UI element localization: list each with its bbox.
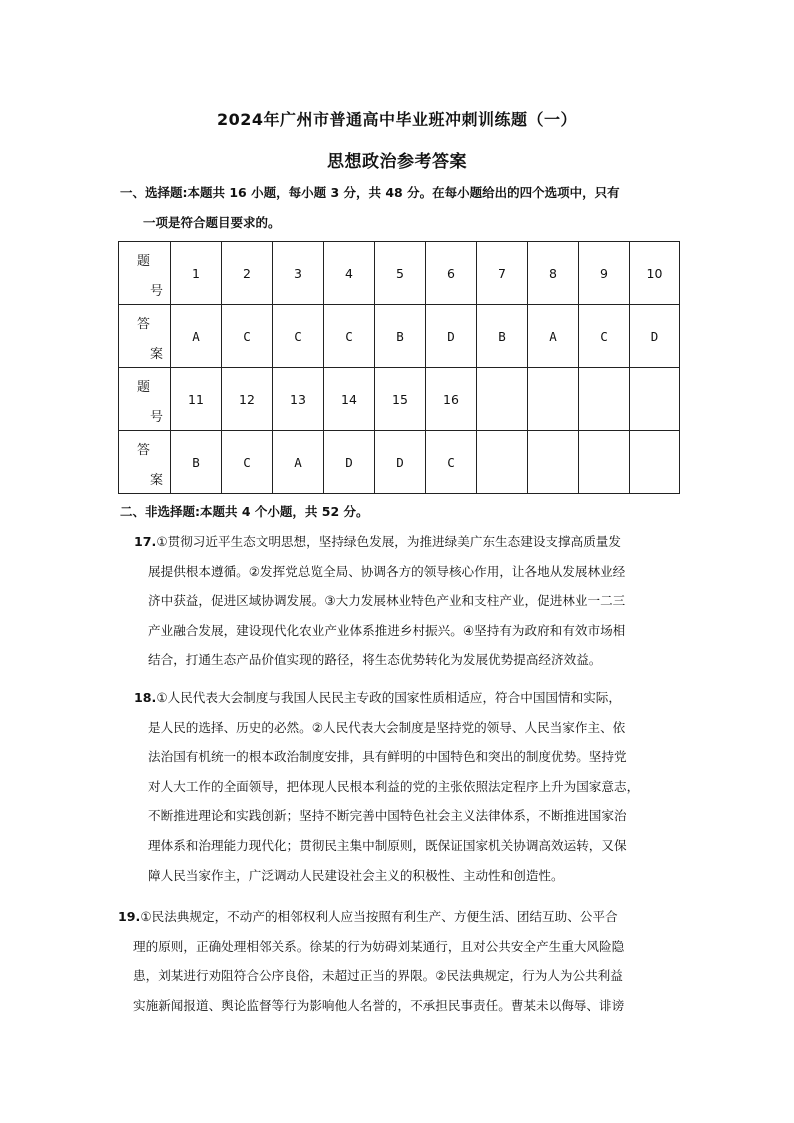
answer-line: 理体系和治理能力现代化；贯彻民主集中制原则，既保证国家机关协调高效运转，又保	[148, 837, 627, 853]
answer-text: ①贯彻习近平生态文明思想，坚持绿色发展，为推进绿美广东生态建设支撑高质量发	[156, 534, 621, 549]
question-number-cell: 11	[171, 368, 222, 431]
answer-line: 患，刘某进行劝阻符合公序良俗，未超过正当的界限。②民法典规定，行为人为公共利益	[133, 968, 623, 984]
document-title: 2024年广州市普通高中毕业班冲刺训练题（一）	[216, 110, 578, 129]
question-number-cell: 4	[324, 242, 375, 305]
section-2-heading: 二、非选择题:本题共 4 个小题，共 52 分。	[120, 504, 369, 519]
answer-line	[134, 683, 686, 713]
answer-cell: C	[579, 305, 630, 368]
answer-line: 理的原则，正确处理相邻关系。徐某的行为妨碍刘某通行，且对公共安全产生重大风险隐	[133, 938, 625, 954]
header-char-1: 答	[137, 317, 151, 332]
question-19-answer	[118, 902, 686, 1020]
answer-line: 产业融合发展，建设现代化农业产业体系推进乡村振兴。④坚持有为政府和有效市场相	[148, 622, 626, 638]
answer-line: 对人大工作的全面领导，把体现人民根本利益的党的主张依照法定程序上升为国家意志，	[148, 778, 640, 794]
answer-cell: C	[222, 305, 273, 368]
question-number-cell: 12	[222, 368, 273, 431]
empty-cell	[630, 431, 680, 494]
question-18-answer	[134, 683, 686, 890]
question-number: 18.	[134, 690, 157, 705]
header-char-2: 号	[150, 284, 164, 299]
header-char-2: 案	[150, 473, 164, 488]
section-1-heading	[120, 178, 690, 238]
question-number-header	[119, 368, 171, 431]
answer-cell: A	[171, 305, 222, 368]
answer-cell: B	[477, 305, 528, 368]
question-number-cell: 1	[171, 242, 222, 305]
answer-row-1	[119, 305, 680, 368]
answer-cell: B	[375, 305, 426, 368]
section-1-heading-line-2: 一项是符合题目要求的。	[143, 215, 281, 230]
question-number-cell: 14	[324, 368, 375, 431]
answer-header	[119, 305, 171, 368]
answer-cell: C	[222, 431, 273, 494]
answer-text: ①人民代表大会制度与我国人民民主专政的国家性质相适应，符合中国国情和实际，	[156, 690, 621, 705]
header-char-2: 案	[150, 347, 164, 362]
header-char-1: 答	[137, 443, 151, 458]
answer-cell: D	[324, 431, 375, 494]
question-number-cell: 16	[426, 368, 477, 431]
empty-cell	[579, 368, 630, 431]
question-number-cell: 8	[528, 242, 579, 305]
answer-line: 展提供根本遵循。②发挥党总览全局、协调各方的领导核心作用，让各地从发展林业经	[148, 563, 626, 579]
question-number-cell: 9	[579, 242, 630, 305]
question-number-cell: 3	[273, 242, 324, 305]
answer-cell: A	[528, 305, 579, 368]
answer-cell: B	[171, 431, 222, 494]
question-number: 19.	[118, 909, 141, 924]
answer-cell: A	[273, 431, 324, 494]
question-number-row-2	[119, 368, 680, 431]
answer-cell: C	[273, 305, 324, 368]
document-subtitle: 思想政治参考答案	[327, 152, 467, 172]
section-1-heading-line-1: 一、选择题:本题共 16 小题，每小题 3 分，共 48 分。在每小题给出的四个选项中，只有	[120, 185, 620, 200]
question-number-cell: 5	[375, 242, 426, 305]
question-number-cell: 13	[273, 368, 324, 431]
answer-line: 法治国有机统一的根本政治制度安排，具有鲜明的中国特色和突出的制度优势。坚持党	[148, 749, 627, 765]
empty-cell	[630, 368, 680, 431]
question-number-row-1	[119, 242, 680, 305]
answer-cell: D	[426, 305, 477, 368]
header-char-1: 题	[137, 380, 151, 395]
empty-cell	[579, 431, 630, 494]
answer-text: ①民法典规定，不动产的相邻权利人应当按照有利生产、方便生活、团结互助、公平合	[140, 909, 618, 924]
answer-cell: C	[426, 431, 477, 494]
empty-cell	[528, 431, 579, 494]
answer-header	[119, 431, 171, 494]
answer-row-2	[119, 431, 680, 494]
answer-line: 济中获益，促进区域协调发展。③大力发展林业特色产业和支柱产业，促进林业一二三	[148, 593, 626, 609]
answer-line	[134, 527, 684, 557]
answer-line: 障人民当家作主，广泛调动人民建设社会主义的积极性、主动性和创造性。	[148, 867, 564, 883]
answer-line: 不断推进理论和实践创新；坚持不断完善中国特色社会主义法律体系，不断推进国家治	[148, 808, 627, 824]
header-char-1: 题	[137, 254, 151, 269]
question-number-cell: 6	[426, 242, 477, 305]
question-number-cell: 2	[222, 242, 273, 305]
answer-cell: D	[630, 305, 680, 368]
empty-cell	[477, 368, 528, 431]
answer-cell: D	[375, 431, 426, 494]
question-number-header	[119, 242, 171, 305]
question-number-cell: 15	[375, 368, 426, 431]
question-17-answer	[134, 527, 684, 675]
header-char-2: 号	[150, 410, 164, 425]
empty-cell	[528, 368, 579, 431]
answer-cell: C	[324, 305, 375, 368]
question-number-cell: 10	[630, 242, 680, 305]
question-number-cell: 7	[477, 242, 528, 305]
question-number: 17.	[134, 534, 157, 549]
answer-line: 结合，打通生态产品价值实现的路径，将生态优势转化为发展优势提高经济效益。	[148, 652, 602, 668]
answer-line: 实施新闻报道、舆论监督等行为影响他人名誉的，不承担民事责任。曹某未以侮辱、诽谤	[133, 997, 625, 1013]
answer-line	[118, 902, 686, 932]
answer-line: 是人民的选择、历史的必然。②人民代表大会制度是坚持党的领导、人民当家作主、依	[148, 719, 626, 735]
answer-table	[118, 241, 680, 494]
empty-cell	[477, 431, 528, 494]
